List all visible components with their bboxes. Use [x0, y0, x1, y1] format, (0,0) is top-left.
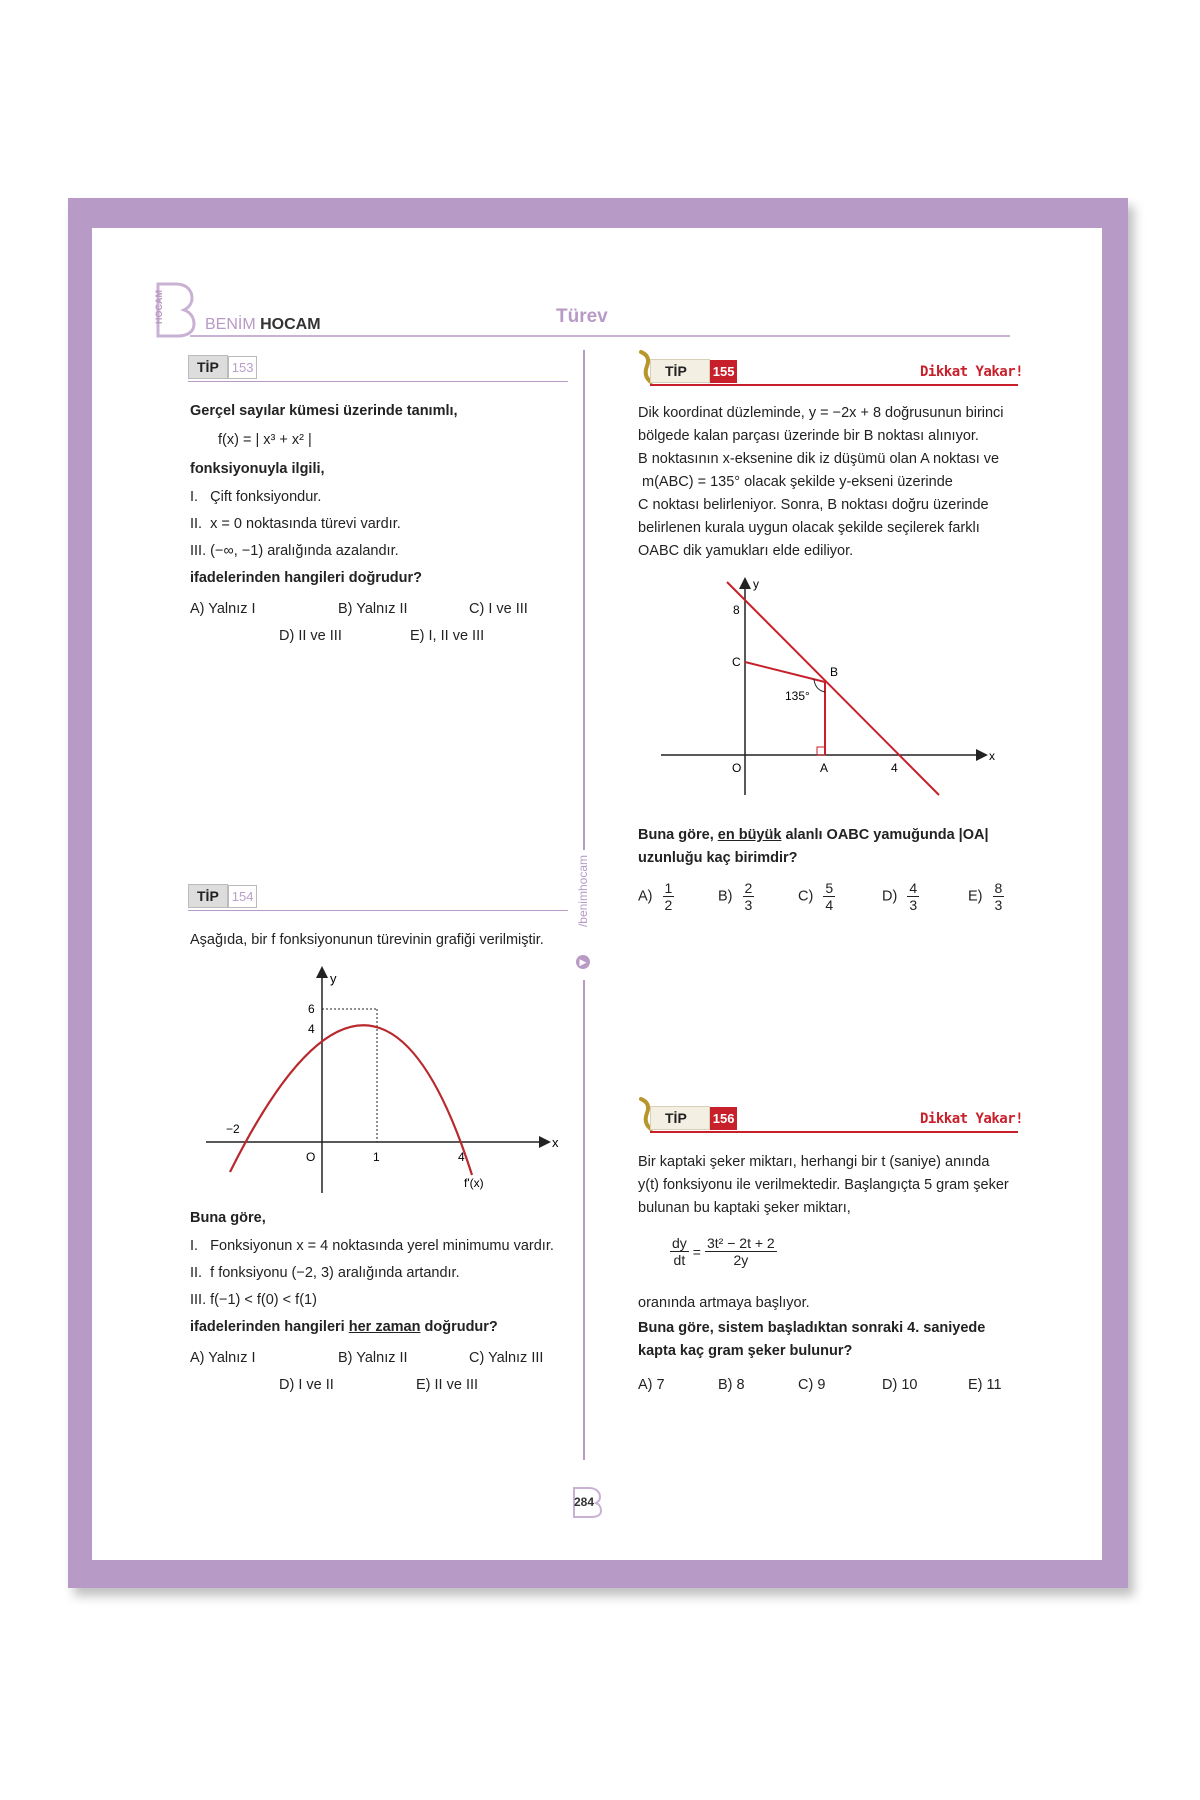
column-divider-top: [583, 350, 585, 850]
tip-154-item-2: II. f fonksiyonu (−2, 3) aralığında artandır.: [190, 1265, 460, 1281]
denominator: 3: [909, 897, 918, 913]
point-c: C: [732, 655, 741, 669]
dikkat-badge: Dikkat Yakar!: [920, 364, 1024, 380]
tip-154-lead: Buna göre,: [190, 1210, 266, 1226]
tip-155-line-1: Dik koordinat düzleminde, y = −2x + 8 doğrusunun birinci: [638, 405, 1004, 421]
tip-156-option-d[interactable]: D) 10: [882, 1377, 918, 1393]
point-a: A: [820, 761, 829, 775]
tip-number: 154: [228, 885, 258, 908]
tip-154-item-3: III. f(−1) < f(0) < f(1): [190, 1292, 317, 1308]
origin-label: O: [732, 761, 742, 775]
q-underline: her zaman: [348, 1319, 421, 1335]
tip-156-option-c[interactable]: C) 9: [798, 1377, 826, 1393]
tip-156-line-3: bulunan bu kaptaki şeker miktarı,: [638, 1200, 851, 1216]
q-pre: ifadelerinden hangileri: [190, 1319, 349, 1335]
tip-156-line-1: Bir kaptaki şeker miktarı, herhangi bir t (saniye) anında: [638, 1154, 990, 1170]
page-number: 284: [574, 1495, 595, 1509]
option-fraction: [823, 880, 835, 913]
denominator: 3: [744, 897, 753, 913]
eq-left-fraction: [670, 1235, 689, 1268]
option-fraction: [907, 880, 919, 913]
tip-156-header: [650, 1105, 737, 1131]
tip-156-option-a[interactable]: A) 7: [638, 1377, 665, 1393]
trapezoid-graph: [655, 570, 1005, 805]
tick-neg2: −2: [226, 1122, 240, 1136]
tip-153-intro: Gerçel sayılar kümesi üzerinde tanımlı,: [190, 403, 458, 419]
differential-equation: [670, 1235, 777, 1268]
tick-1: 1: [373, 1150, 380, 1164]
derivative-graph: [200, 965, 570, 1205]
tip-153-option-a[interactable]: A) Yalnız I: [190, 601, 256, 617]
numerator: 2: [744, 880, 753, 896]
x-label: x: [552, 1135, 559, 1150]
tip-153-function: f(x) = | x³ + x² |: [218, 432, 312, 448]
tip-156-question-2: kapta kaç gram şeker bulunur?: [638, 1343, 853, 1359]
tip-153-option-c[interactable]: C) I ve III: [469, 601, 528, 617]
tick-4-x: 4: [458, 1150, 465, 1164]
eq-right-fraction: [705, 1235, 777, 1268]
option-label: D): [882, 888, 898, 905]
tip-154-option-e[interactable]: E) II ve III: [416, 1377, 479, 1393]
tip-153-item-1: I. Çift fonksiyondur.: [190, 489, 322, 505]
origin-label: O: [306, 1150, 316, 1164]
curve-label: f'(x): [464, 1176, 484, 1190]
tip-156-after: oranında artmaya başlıyor.: [638, 1295, 810, 1311]
tip-155-line-5: C noktası belirleniyor. Sonra, B noktası doğru üzerinde: [638, 497, 989, 513]
denominator: 4: [825, 897, 834, 913]
tip-number: 156: [710, 1107, 738, 1130]
tip-number: 153: [228, 356, 258, 379]
logo-vertical-text: HOCAM: [154, 290, 164, 324]
option-label: C): [798, 888, 814, 905]
tip-155-question-2: uzunluğu kaç birimdir?: [638, 850, 798, 866]
tick-6: 6: [308, 1002, 315, 1016]
derivative-curve: [230, 1025, 472, 1175]
tip-153-option-e[interactable]: E) I, II ve III: [410, 628, 485, 644]
eq-right-num: 3t² − 2t + 2: [706, 1235, 775, 1251]
tip-154-option-a[interactable]: A) Yalnız I: [190, 1350, 256, 1366]
right-angle-mark: [817, 747, 825, 755]
column-divider-bottom: [583, 980, 585, 1460]
option-fraction: [663, 880, 675, 913]
tip-154-option-c[interactable]: C) Yalnız III: [469, 1350, 544, 1366]
eq-left-den: dt: [673, 1252, 686, 1268]
tip-154-item-1: I. Fonksiyonun x = 4 noktasında yerel minimumu vardır.: [190, 1238, 554, 1254]
tip-label: TİP: [650, 359, 710, 383]
tip-156-rule: [650, 1131, 1018, 1133]
tip-155-line-7: OABC dik yamukları elde ediliyor.: [638, 543, 854, 559]
tip-156-option-b[interactable]: B) 8: [718, 1377, 745, 1393]
tip-154-question: [190, 1316, 498, 1338]
tip-153-option-b[interactable]: B) Yalnız II: [338, 601, 408, 617]
tip-155-line-4: m(ABC) = 135° olacak şekilde y-ekseni üzerinde: [642, 474, 953, 490]
side-label: [573, 855, 595, 975]
tip-155-line-6: belirlenen kurala uygun olacak şekilde seçilerek farklı: [638, 520, 980, 536]
tip-155-option-c[interactable]: [798, 880, 835, 913]
brand-name: [205, 316, 321, 334]
page-title: Türev: [556, 306, 608, 327]
tip-155-question-1: [638, 824, 989, 846]
option-label: A): [638, 888, 653, 905]
logo: [154, 282, 196, 338]
tip-154-option-b[interactable]: B) Yalnız II: [338, 1350, 408, 1366]
tip-155-line-3: B noktasının x-eksenine dik iz düşümü olan A noktası ve: [638, 451, 1000, 467]
tip-153-question: ifadelerinden hangileri doğrudur?: [190, 570, 423, 586]
option-label: B): [718, 888, 733, 905]
tip-154-header: [188, 883, 257, 909]
tip-154-rule: [188, 910, 568, 911]
tip-153-item-2: II. x = 0 noktasında türevi vardır.: [190, 516, 401, 532]
tip-155-rule: [650, 384, 1018, 386]
tip-154-intro: Aşağıda, bir f fonksiyonunun türevinin grafiği verilmiştir.: [190, 932, 544, 948]
tip-153-item-3: III. (−∞, −1) aralığında azalandır.: [190, 543, 399, 559]
numerator: 8: [994, 880, 1003, 896]
tip-153-lead: fonksiyonuyla ilgili,: [190, 461, 325, 477]
tick-4: 4: [308, 1022, 315, 1036]
y-label: y: [330, 971, 337, 986]
option-label: E): [968, 888, 983, 905]
tip-155-line-2: bölgede kalan parçası üzerinde bir B noktası alınıyor.: [638, 428, 979, 444]
side-label-text: /benimhocam: [576, 855, 590, 928]
tip-156-option-e[interactable]: E) 11: [968, 1377, 1002, 1393]
tip-153-option-d[interactable]: D) II ve III: [279, 628, 342, 644]
q-post: doğrudur?: [420, 1319, 498, 1335]
numerator: 1: [664, 880, 673, 896]
dikkat-badge: Dikkat Yakar!: [920, 1111, 1024, 1127]
tick-8: 8: [733, 603, 740, 617]
tip-155-option-e[interactable]: [968, 880, 1004, 913]
tick-4: 4: [891, 761, 898, 775]
eq-sign: =: [692, 1243, 701, 1260]
tip-155-option-a[interactable]: [638, 880, 674, 913]
x-label: x: [989, 749, 995, 763]
brand-bold: HOCAM: [260, 316, 321, 333]
point-b: B: [830, 665, 839, 679]
q-pre: Buna göre,: [638, 827, 718, 843]
tip-155-option-b[interactable]: [718, 880, 754, 913]
play-icon: ▶: [576, 955, 590, 969]
q-underline: en büyük: [717, 827, 782, 843]
brand-light: BENİM: [205, 316, 256, 333]
tip-label: TİP: [188, 884, 228, 908]
tip-153-header: [188, 354, 257, 380]
tip-153-rule: [188, 381, 568, 382]
page-number-badge: [571, 1486, 603, 1518]
tip-label: TİP: [650, 1106, 710, 1130]
option-fraction: [743, 880, 755, 913]
numerator: 5: [825, 880, 834, 896]
eq-right-den: 2y: [733, 1252, 749, 1268]
tip-154-option-d[interactable]: D) I ve II: [279, 1377, 334, 1393]
segment-cb: [745, 662, 825, 682]
numerator: 4: [909, 880, 918, 896]
header-rule: [190, 335, 1010, 337]
tip-label: TİP: [188, 355, 228, 379]
option-fraction: [993, 880, 1005, 913]
q-post: alanlı OABC yamuğunda |OA|: [781, 827, 989, 843]
denominator: 2: [664, 897, 673, 913]
tip-155-header: [650, 358, 737, 384]
eq-left-num: dy: [672, 1235, 687, 1251]
tip-155-option-d[interactable]: [882, 880, 919, 913]
angle-label: 135°: [785, 689, 810, 703]
y-label: y: [753, 577, 759, 591]
tip-156-question-1: Buna göre, sistem başladıktan sonraki 4. saniyede: [638, 1320, 986, 1336]
line-y-eq-neg2x-plus8: [727, 582, 939, 795]
tip-156-line-2: y(t) fonksiyonu ile verilmektedir. Başlangıçta 5 gram şeker: [638, 1177, 1009, 1193]
tip-number: 155: [710, 360, 738, 383]
denominator: 3: [994, 897, 1003, 913]
